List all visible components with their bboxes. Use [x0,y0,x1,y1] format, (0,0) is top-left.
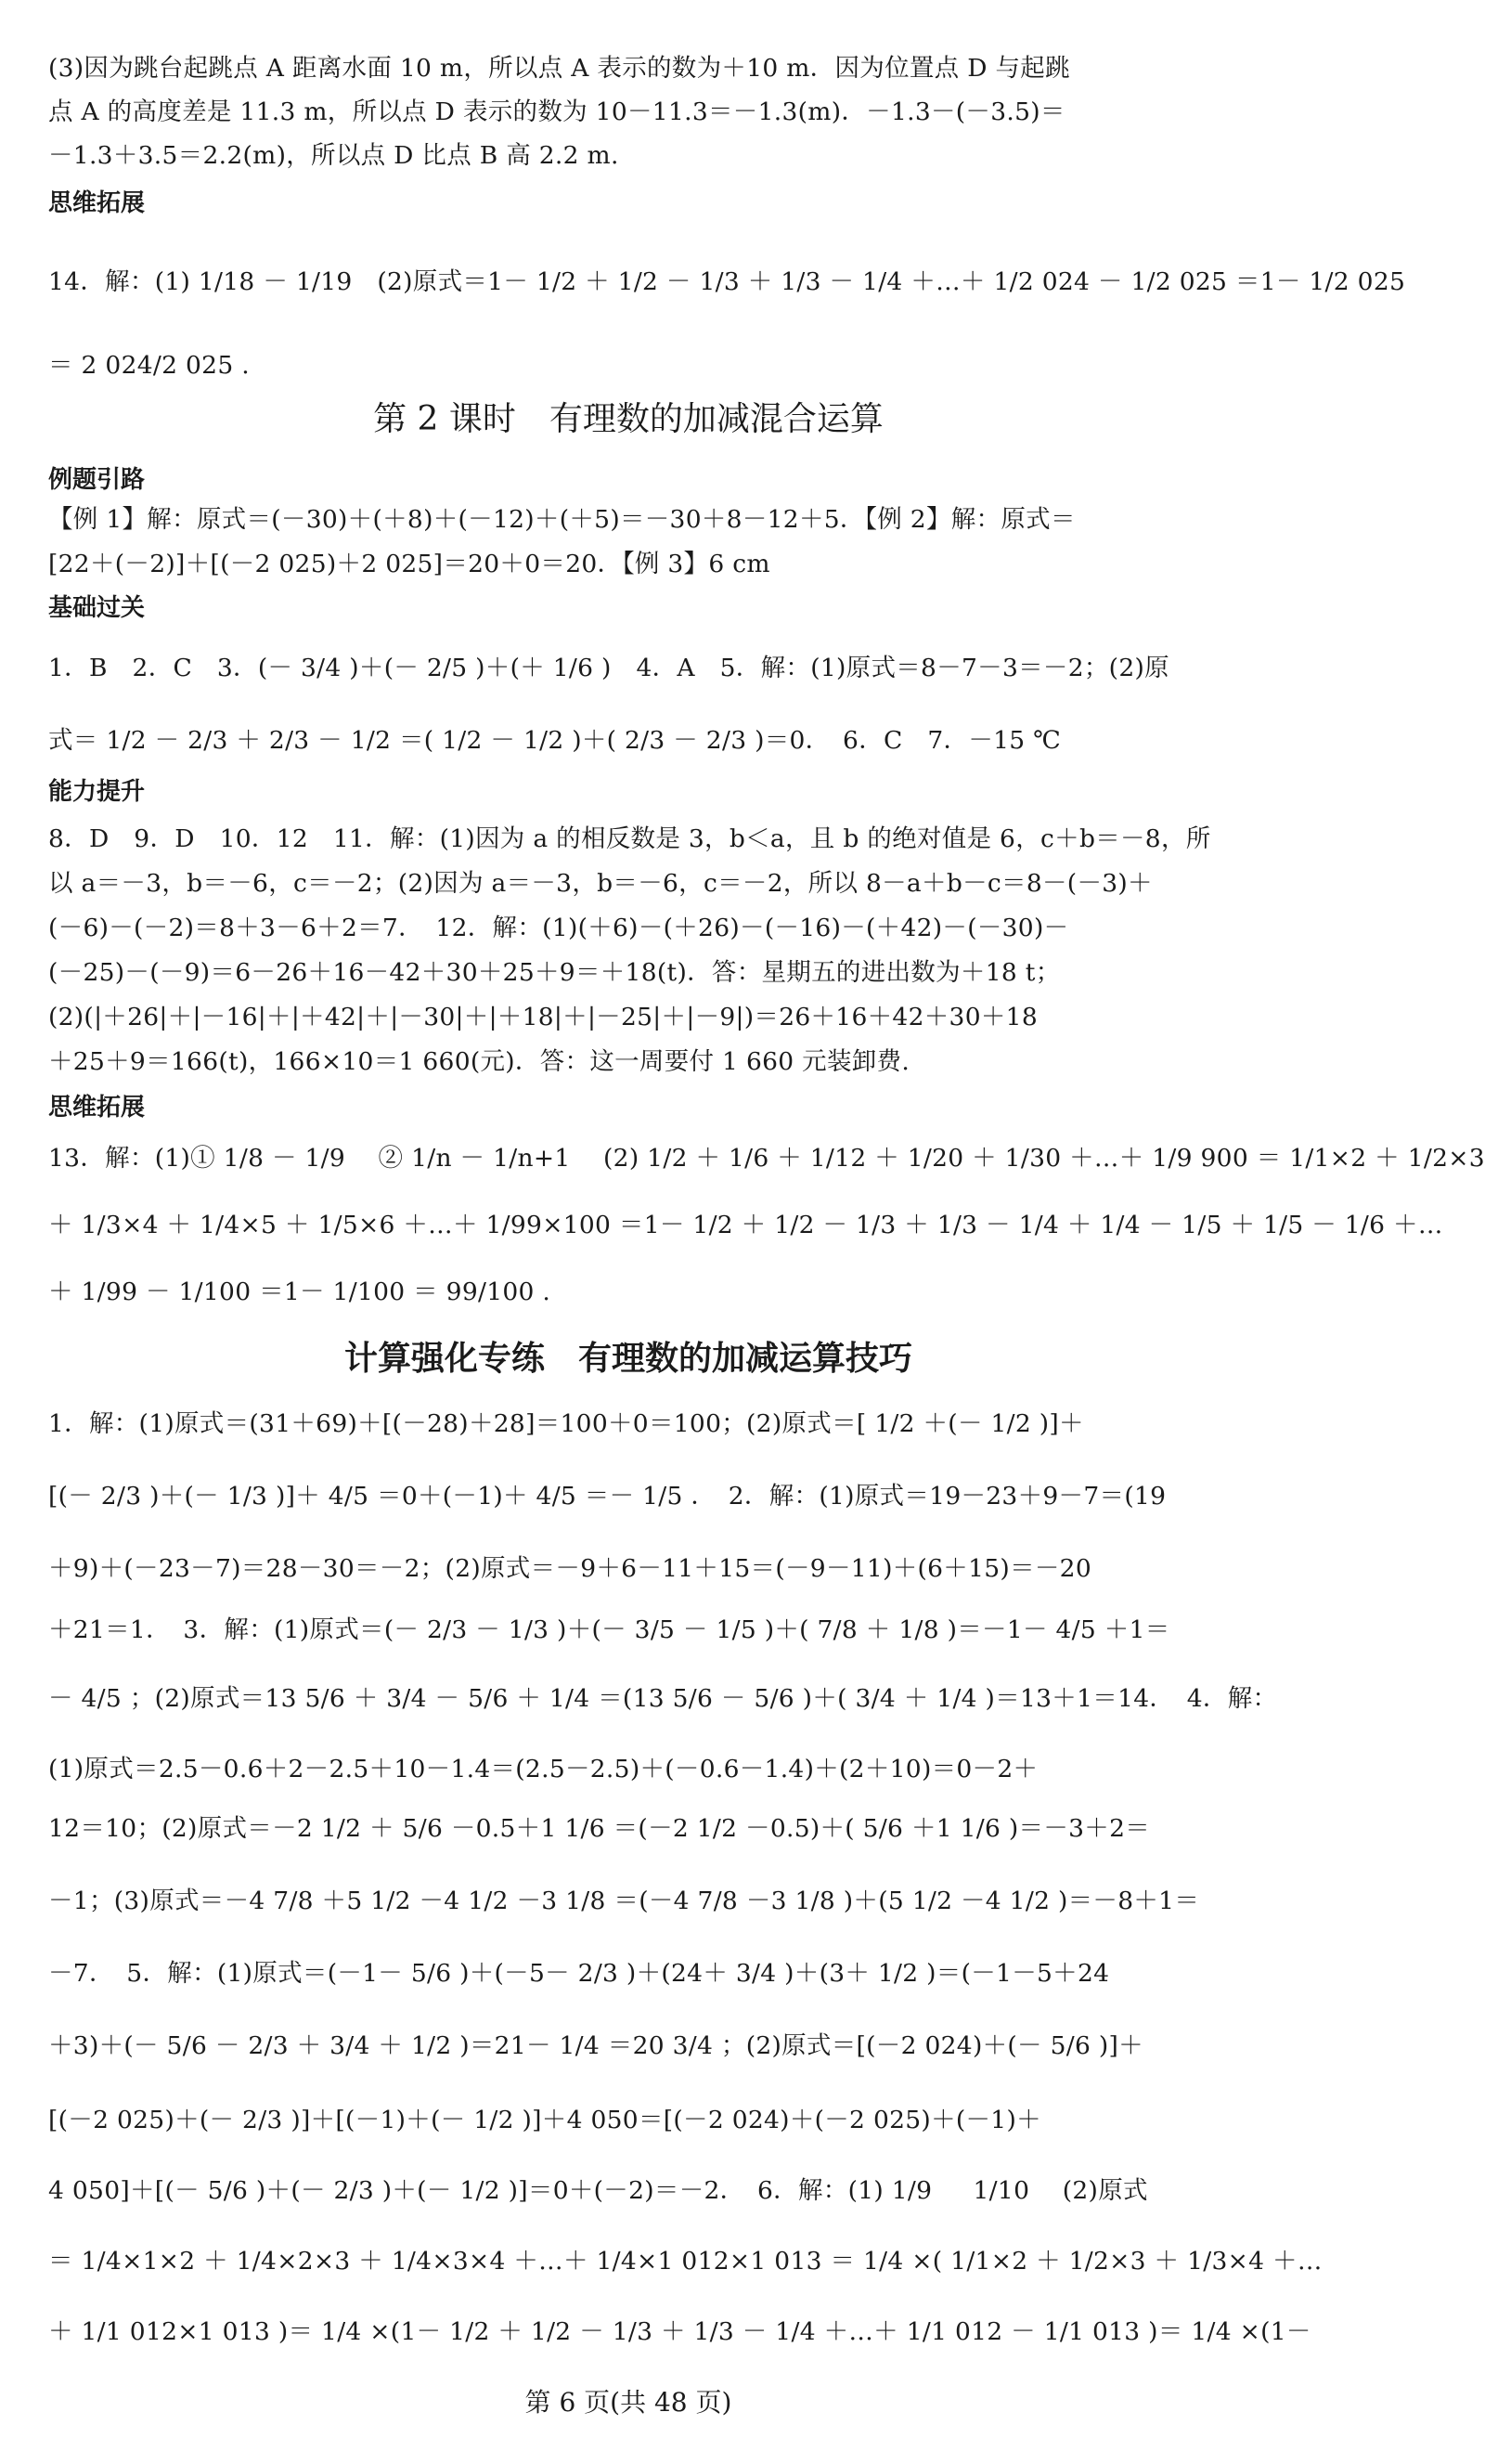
text-line: (－6)－(－2)＝8＋3－6＋2＝7． 12．解：(1)(＋6)－(＋26)－(－16)－(＋42)－(－30)－ [48,914,1069,942]
text-line: (3)因为跳台起跳点 A 距离水面 10 m，所以点 A 表示的数为＋10 m．因为位置点 D 与起跳 [48,54,1070,83]
text-line: [(－2 025)＋(－ 2/3 )]＋[(－1)＋(－ 1/2 )]＋4 050＝[(－2 024)＋(－2 025)＋(－1)＋ [48,2106,1041,2134]
text-line: ＋ 1/99 － 1/100 ＝1－ 1/100 ＝ 99/100 . [48,1277,551,1306]
section-heading: 思维拓展 [48,189,146,217]
text-line: ＋ 1/3×4 ＋ 1/4×5 ＋ 1/5×6 ＋…＋ 1/99×100 ＝1－ 1/2 ＋ 1/2 － 1/3 ＋ 1/3 － 1/4 ＋ 1/4 － 1/5 ＋ 1/5 － 1/6 ＋… [48,1211,1443,1239]
text-line: －7． 5．解：(1)原式＝(－1－ 5/6 )＋(－5－ 2/3 )＋(24＋ 3/4 )＋(3＋ 1/2 )＝(－1－5＋24 [48,1959,1110,1988]
section-heading: 基础过关 [48,594,146,622]
text-line: 12＝10；(2)原式＝－2 1/2 ＋ 5/6 －0.5＋1 1/6 ＝(－2 1/2 －0.5)＋( 5/6 ＋1 1/6 )＝－3＋2＝ [48,1814,1151,1843]
text-line: ＝ 1/4×1×2 ＋ 1/4×2×3 ＋ 1/4×3×4 ＋…＋ 1/4×1 012×1 013 ＝ 1/4 ×( 1/1×2 ＋ 1/2×3 ＋ 1/3×4 ＋… [48,2247,1323,2276]
text-line: 8．D 9．D 10．12 11．解：(1)因为 a 的相反数是 3，b＜a，且 b 的绝对值是 6，c＋b＝－8，所 [48,824,1211,853]
text-line: 以 a＝－3，b＝－6，c＝－2；(2)因为 a＝－3，b＝－6，c＝－2，所以 8－a＋b－c＝8－(－3)＋ [48,869,1153,898]
lesson-title: 第 2 课时 有理数的加减混合运算 [373,400,884,438]
text-line: (2)(|＋26|＋|－16|＋|＋42|＋|－30|＋|＋18|＋|－25|＋|－9|)＝26＋16＋42＋30＋18 [48,1003,1038,1031]
text-line: [(－ 2/3 )＋(－ 1/3 )]＋ 4/5 ＝0＋(－1)＋ 4/5 ＝－ 1/5 ． 2．解：(1)原式＝19－23＋9－7＝(19 [48,1482,1167,1511]
text-line: 13．解：(1)① 1/8 － 1/9 ② 1/n － 1/n+1 (2) 1/2 ＋ 1/6 ＋ 1/12 ＋ 1/20 ＋ 1/30 ＋…＋ 1/9 900 ＝ 1/1×2 ＋ 1/2×3 [48,1144,1485,1173]
text-line: －1.3＋3.5＝2.2(m)，所以点 D 比点 B 高 2.2 m. [48,141,619,170]
text-line: － 4/5 ；(2)原式＝13 5/6 ＋ 3/4 － 5/6 ＋ 1/4 ＝(13 5/6 － 5/6 )＋( 3/4 ＋ 1/4 )＝13＋1＝14． 4．解： [48,1684,1278,1713]
text-line: ＋25＋9＝166(t)，166×10＝1 660(元)．答：这一周要付 1 660 元装卸费. [48,1047,910,1076]
text-line: 1．B 2．C 3．(－ 3/4 )＋(－ 2/5 )＋(＋ 1/6 ) 4．A 5．解：(1)原式＝8－7－3＝－2；(2)原 [48,654,1169,682]
text-line: (1)原式＝2.5－0.6＋2－2.5＋10－1.4＝(2.5－2.5)＋(－0.6－1.4)＋(2＋10)＝0－2＋ [48,1755,1039,1783]
page [48,0,1485,2464]
text-line: (－25)－(－9)＝6－26＋16－42＋30＋25＋9＝＋18(t)．答：星期五的进出数为＋18 t； [48,958,1061,987]
text-line: 点 A 的高度差是 11.3 m，所以点 D 表示的数为 10－11.3＝－1.3(m)．－1.3－(－3.5)＝ [48,97,1065,126]
text-line: [22＋(－2)]＋[(－2 025)＋2 025]＝20＋0＝20．【例 3】6 cm [48,550,770,578]
text-line: ＋21＝1． 3．解：(1)原式＝(－ 2/3 － 1/3 )＋(－ 3/5 － 1/5 )＋( 7/8 ＋ 1/8 )＝－1－ 4/5 ＋1＝ [48,1615,1170,1644]
text-line: ＋ 1/1 012×1 013 )＝ 1/4 ×(1－ 1/2 ＋ 1/2 － 1/3 ＋ 1/3 － 1/4 ＋…＋ 1/1 012 － 1/1 013 )＝ 1/4 ×(1－ [48,2317,1311,2346]
text-line: 式＝ 1/2 － 2/3 ＋ 2/3 － 1/2 ＝( 1/2 － 1/2 )＋( 2/3 － 2/3 )＝0． 6．C 7．－15 ℃ [48,726,1062,755]
section-heading: 思维拓展 [48,1094,146,1122]
text-line: 4 050]＋[(－ 5/6 )＋(－ 2/3 )＋(－ 1/2 )]＝0＋(－2)＝－2． 6．解：(1) 1/9 1/10 (2)原式 [48,2176,1148,2205]
page-footer: 第 6 页(共 48 页) [524,2387,732,2418]
section-heading: 能力提升 [48,778,146,806]
drill-title: 计算强化专练 有理数的加减运算技巧 [343,1340,912,1378]
section-heading: 例题引路 [48,466,146,494]
text-line: ＋3)＋(－ 5/6 － 2/3 ＋ 3/4 ＋ 1/2 )＝21－ 1/4 ＝20 3/4 ；(2)原式＝[(－2 024)＋(－ 5/6 )]＋ [48,2031,1143,2060]
text-line: 【例 1】解：原式＝(－30)＋(＋8)＋(－12)＋(＋5)＝－30＋8－12＋5．【例 2】解：原式＝ [48,505,1076,534]
text-line: ＋9)＋(－23－7)＝28－30＝－2；(2)原式＝－9＋6－11＋15＝(－9－11)＋(6＋15)＝－20 [48,1554,1091,1583]
text-line: 1．解：(1)原式＝(31＋69)＋[(－28)＋28]＝100＋0＝100；(2)原式＝[ 1/2 ＋(－ 1/2 )]＋ [48,1409,1084,1438]
text-line: 14．解：(1) 1/18 － 1/19 (2)原式＝1－ 1/2 ＋ 1/2 － 1/3 ＋ 1/3 － 1/4 ＋…＋ 1/2 024 － 1/2 025 ＝1－ 1/2 025 [48,267,1406,296]
text-line: －1；(3)原式＝－4 7/8 ＋5 1/2 －4 1/2 －3 1/8 ＝(－4 7/8 －3 1/8 )＋(5 1/2 －4 1/2 )＝－8＋1＝ [48,1887,1200,1915]
text-line: ＝ 2 024/2 025 . [48,351,250,380]
